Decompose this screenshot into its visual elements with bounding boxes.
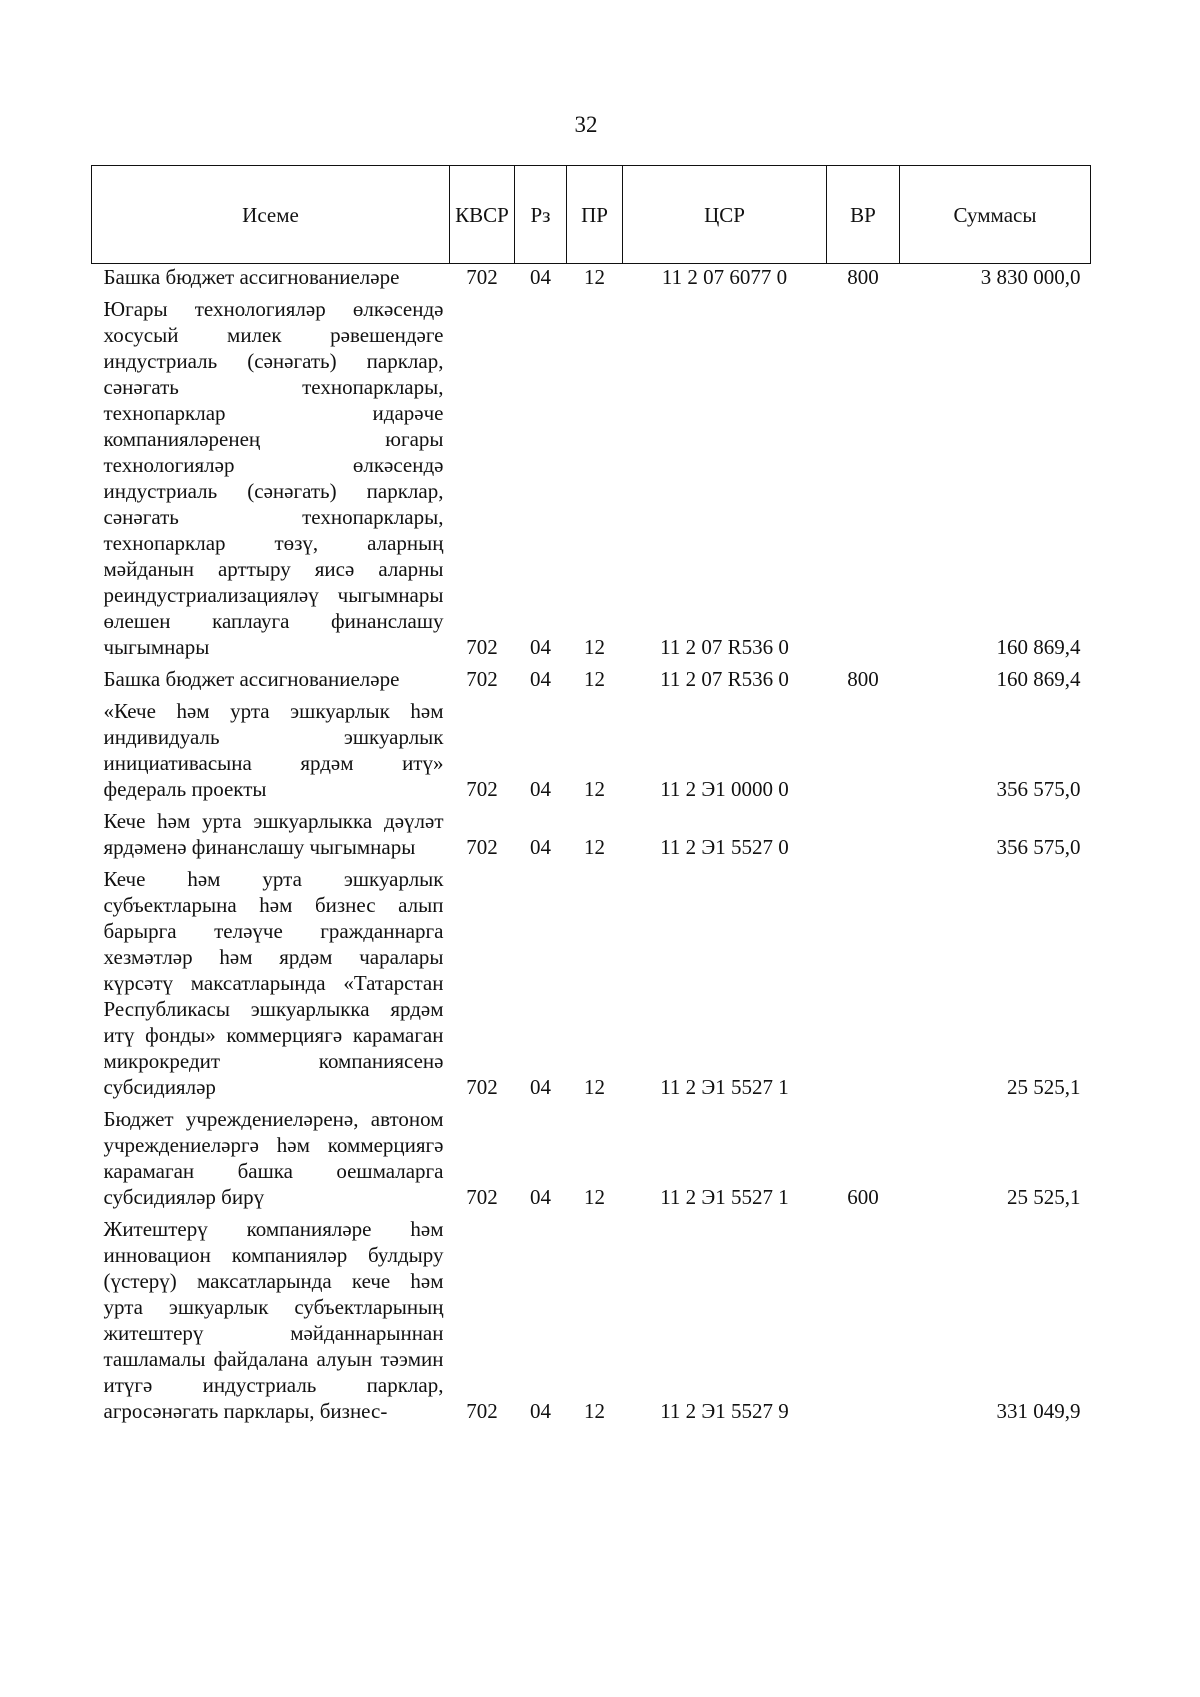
header-rz: Рз bbox=[515, 166, 567, 264]
row-csr: 11 2 07 6077 0 bbox=[661, 265, 788, 289]
row-csr: 11 2 07 R536 0 bbox=[660, 667, 789, 691]
header-sum: Суммасы bbox=[900, 166, 1091, 264]
header-name: Исеме bbox=[92, 166, 450, 264]
row-sum: 3 830 000,0 bbox=[980, 265, 1081, 289]
row-kvsr: 702 bbox=[466, 1399, 498, 1423]
header-kvsr: КВСР bbox=[450, 166, 515, 264]
header-pr: ПР bbox=[567, 166, 623, 264]
table-row bbox=[92, 290, 1091, 660]
row-sum: 356 575,0 bbox=[996, 835, 1081, 859]
table-body bbox=[92, 264, 1091, 1425]
budget-table-container bbox=[91, 165, 1090, 1424]
row-sum: 160 869,4 bbox=[996, 667, 1081, 691]
budget-table bbox=[91, 165, 1091, 1424]
row-rz: 04 bbox=[530, 1399, 551, 1423]
header-csr: ЦСР bbox=[623, 166, 827, 264]
page-number: 32 bbox=[574, 112, 598, 137]
row-pr: 12 bbox=[584, 265, 605, 289]
row-pr: 12 bbox=[584, 667, 605, 691]
row-sum: 25 525,1 bbox=[1007, 1185, 1081, 1209]
row-vr bbox=[827, 290, 900, 660]
row-kvsr: 702 bbox=[466, 777, 498, 801]
row-vr: 800 bbox=[847, 667, 879, 691]
table-row bbox=[92, 692, 1091, 802]
row-name: Житештерү компанияләре һәм инновацион компанияләр булдыру (үстерү) максатларында кече һәм урта эшкуарлык субъектларының житештерү мәйданнарыннан ташламалы файдалана алуын тәэмин итүгә индустриаль парклар, агросәнәгать парклары, бизнес- bbox=[103, 1217, 444, 1423]
row-sum: 331 049,9 bbox=[996, 1399, 1081, 1423]
row-csr: 11 2 07 R536 0 bbox=[660, 635, 789, 659]
row-vr: 600 bbox=[847, 1185, 879, 1209]
row-vr: 800 bbox=[847, 265, 879, 289]
row-vr bbox=[827, 1210, 900, 1424]
row-pr: 12 bbox=[584, 1399, 605, 1423]
row-pr: 12 bbox=[584, 635, 605, 659]
row-pr: 12 bbox=[584, 1075, 605, 1099]
row-kvsr: 702 bbox=[466, 635, 498, 659]
table-header bbox=[92, 166, 1091, 264]
row-name: Бюджет учреждениеләренә, автоном учреждениеләргә һәм коммерциягә карамаган башка оешмаларга субсидияләр бирү bbox=[103, 1107, 444, 1209]
row-pr: 12 bbox=[584, 835, 605, 859]
row-vr bbox=[827, 692, 900, 802]
table-row bbox=[92, 1210, 1091, 1424]
row-csr: 11 2 Э1 5527 0 bbox=[660, 835, 789, 859]
row-csr: 11 2 Э1 0000 0 bbox=[660, 777, 789, 801]
row-rz: 04 bbox=[530, 1075, 551, 1099]
header-vr: ВР bbox=[827, 166, 900, 264]
row-sum: 356 575,0 bbox=[996, 777, 1081, 801]
table-row bbox=[92, 264, 1091, 291]
row-pr: 12 bbox=[584, 777, 605, 801]
row-name: «Кече һәм урта эшкуарлык һәм индивидуаль эшкуарлык инициативасына ярдәм итү» федераль проекты bbox=[103, 699, 444, 801]
row-kvsr: 702 bbox=[466, 835, 498, 859]
row-kvsr: 702 bbox=[466, 667, 498, 691]
row-kvsr: 702 bbox=[466, 265, 498, 289]
table-row bbox=[92, 1100, 1091, 1210]
row-csr: 11 2 Э1 5527 9 bbox=[660, 1399, 789, 1423]
row-name: Кече һәм урта эшкуарлыкка дәүләт ярдәменә финанслашу чыгымнары bbox=[103, 809, 444, 859]
row-rz: 04 bbox=[530, 635, 551, 659]
row-sum: 25 525,1 bbox=[1007, 1075, 1081, 1099]
row-name: Башка бюджет ассигнованиеләре bbox=[103, 265, 400, 289]
row-name: Югары технологияләр өлкәсендә хосусый милек рәвешендәге индустриаль (сәнәгать) парклар, сәнәгать технопарклары, технопарклар идарәче компанияләренең югары технологияләр өлкәсендә индустриаль (сәнәгать) парклар, сәнәгать технопарклары, технопарклар төзү, аларның мәйданын арттыру яисә аларны реиндустриализацияләү чыгымнары өлешен каплауга финанслашу чыгымнары bbox=[103, 297, 444, 659]
row-vr bbox=[827, 860, 900, 1100]
row-kvsr: 702 bbox=[466, 1185, 498, 1209]
row-rz: 04 bbox=[530, 1185, 551, 1209]
row-csr: 11 2 Э1 5527 1 bbox=[660, 1185, 789, 1209]
table-row bbox=[92, 860, 1091, 1100]
row-rz: 04 bbox=[530, 777, 551, 801]
row-rz: 04 bbox=[530, 265, 551, 289]
row-rz: 04 bbox=[530, 835, 551, 859]
table-row bbox=[92, 802, 1091, 860]
row-name: Башка бюджет ассигнованиеләре bbox=[103, 667, 400, 691]
row-pr: 12 bbox=[584, 1185, 605, 1209]
row-vr bbox=[827, 802, 900, 860]
row-name: Кече һәм урта эшкуарлык субъектларына һәм бизнес алып барырга теләүче гражданнарга хезмәтләр һәм ярдәм чаралары күрсәтү максатларында «Татарстан Республикасы эшкуарлыкка ярдәм итү фонды» коммерциягә карамаган микрокредит компаниясенә субсидияләр bbox=[103, 867, 444, 1099]
row-sum: 160 869,4 bbox=[996, 635, 1081, 659]
row-rz: 04 bbox=[530, 667, 551, 691]
row-csr: 11 2 Э1 5527 1 bbox=[660, 1075, 789, 1099]
table-row bbox=[92, 660, 1091, 692]
row-kvsr: 702 bbox=[466, 1075, 498, 1099]
